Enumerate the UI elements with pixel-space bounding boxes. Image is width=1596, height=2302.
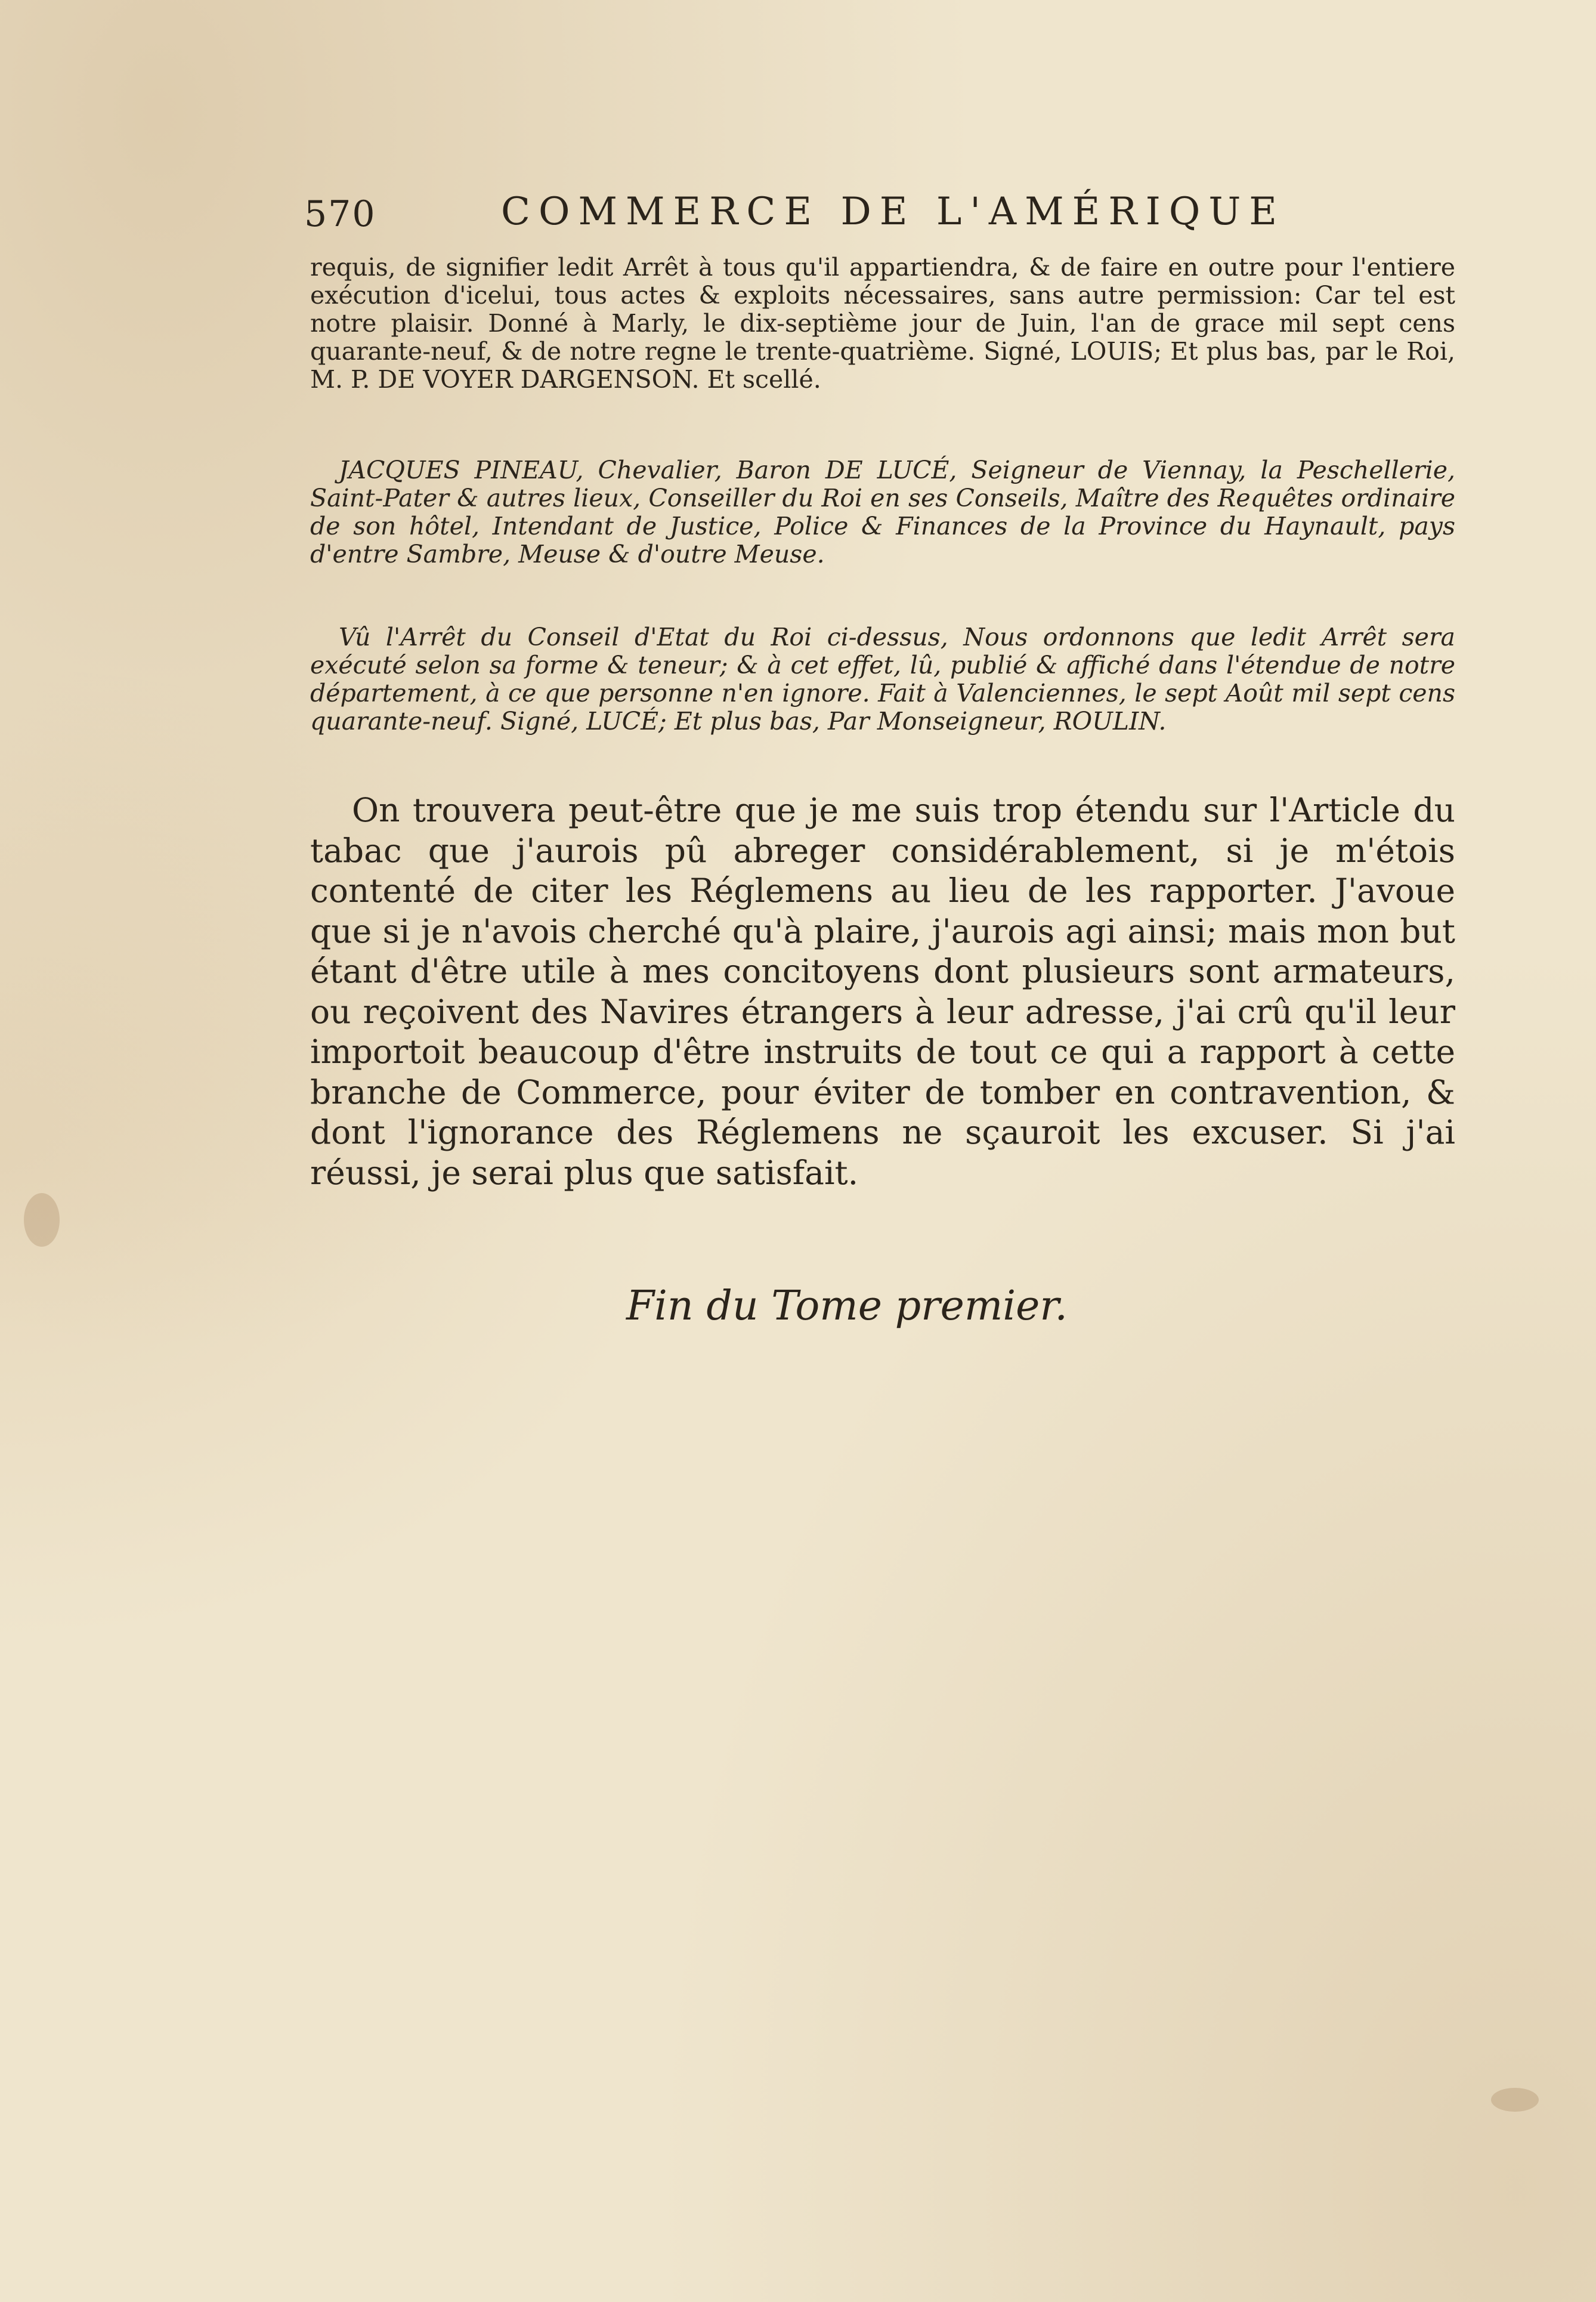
paper-stain xyxy=(1491,2088,1539,2112)
author-note: On trouvera peut-être que je me suis trop étendu sur l'Article du tabac que j'aurois pû abreger considérablement, si je m'étois contenté de citer les Réglemens au lieu de les rapporter. J'avoue que si je n'avois cherché qu'à plaire, j'aurois agi ainsi; mais mon but étant d'être utile à mes concitoyens dont plusieurs sont armateurs, ou reçoivent des Navires étrangers à leur adresse, j'ai crû qu'il leur importoit beaucoup d'être instruits de tout ce qui a rapport à cette branche de Commerce, pour éviter de tomber en contravention, & dont l'ignorance des Réglemens ne sçauroit les excuser. Si j'ai réussi, je serai plus que satisfait. xyxy=(310,791,1455,1192)
running-header xyxy=(304,190,1288,237)
ordinance-text: Vû l'Arrêt du Conseil d'Etat du Roi ci-dessus, Nous ordonnons que ledit Arrêt sera exécuté selon sa forme & teneur; & à cet effet, lû, publié & affiché dans l'étendue de notre département, à ce que personne n'en ignore. Fait à Valenciennes, le sept Août mil sept cens quarante-neuf. Signé, LUCÉ; Et plus bas, Par Monseigneur, ROULIN. xyxy=(310,623,1455,736)
intendant-title: JACQUES PINEAU, Chevalier, Baron DE LUCÉ, Seigneur de Viennay, la Peschellerie, Saint-Pater & autres lieux, Conseiller du Roi en ses Conseils, Maître des Requêtes ordinaire de son hôtel, Intendant de Justice, Police & Finances de la Province du Haynault, pays d'entre Sambre, Meuse & d'outre Meuse. xyxy=(310,456,1455,568)
running-title: COMMERCE DE L'AMÉRIQUE xyxy=(501,190,1285,234)
page-number: 570 xyxy=(304,193,376,235)
paper-stain xyxy=(24,1193,60,1247)
closing-line: Fin du Tome premier. xyxy=(626,1283,1068,1330)
decree-text: requis, de signifier ledit Arrêt à tous qu'il appartiendra, & de faire en outre pour l'entiere exécution d'icelui, tous actes & exploits nécessaires, sans autre permission: Car tel est notre plaisir. Donné à Marly, le dix-septième jour de Juin, l'an de grace mil sept cens quarante-neuf, & de notre regne le trente-quatrième. Signé, LOUIS; Et plus bas, par le Roi, M. P. DE VOYER DARGENSON. Et scellé. xyxy=(310,253,1455,394)
